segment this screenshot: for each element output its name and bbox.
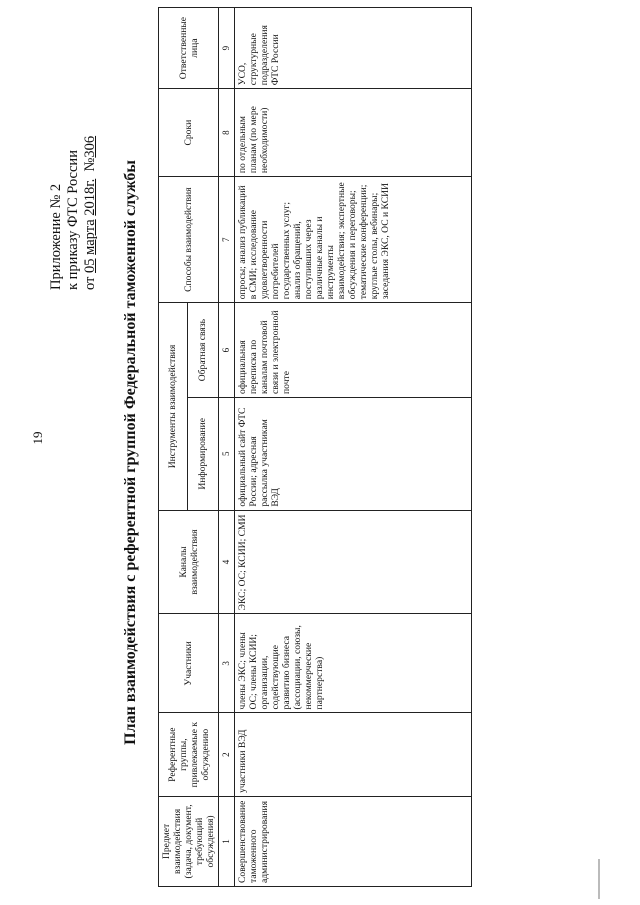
number-prefix: № [82, 157, 98, 172]
cell-tools-info: официальный сайт ФТС России; адресная рассылка участникам ВЭД [235, 397, 472, 510]
cell-tools-feedback: официальная переписка по каналам почтовой связи и электронной почте [235, 303, 472, 398]
date-prefix: от [82, 276, 98, 290]
col-number: 1 [219, 796, 235, 886]
header-groups: Референтные группы, привлекаемые к обсуждению [159, 713, 219, 796]
document-title: План взаимодействия с референтной группой Федеральной таможенной службы [122, 160, 139, 745]
annex-line2: к приказу ФТС России [65, 150, 81, 290]
header-tools: Инструменты взаимодействия [159, 303, 188, 510]
header-methods: Способы взаимодействия [159, 177, 219, 303]
table-row [235, 8, 472, 887]
col-number: 5 [219, 397, 235, 510]
date-year: 2018г. [82, 178, 98, 216]
col-number: 6 [219, 303, 235, 398]
cell-responsible: УСО, структурные подразделения ФТС России [235, 8, 472, 89]
col-number: 3 [219, 614, 235, 713]
header-tools-info: Информирование [187, 397, 218, 510]
header-row [159, 8, 188, 887]
interaction-plan-table [158, 7, 472, 887]
col-number: 2 [219, 713, 235, 796]
cell-subject: Совершенствование таможенного администрирования [235, 796, 472, 886]
col-number: 4 [219, 510, 235, 614]
header-subject: Предмет взаимодействия (задача, документ, требующий обсуждения) [159, 796, 219, 886]
date-day: 05 [82, 258, 98, 273]
header-channels: Каналы взаимодействия [159, 510, 219, 614]
header-participants: Участники [159, 614, 219, 713]
cell-terms: по отдельным планам (по мере необходимости) [235, 89, 472, 177]
cell-participants: члены ЭКС; члены ОС; члены КСИИ; организации, содействующие развитию бизнеса (ассоциации, союзы, некоммерческие партнерства) [235, 614, 472, 713]
header-terms: Сроки [159, 89, 219, 177]
column-number-row [219, 8, 235, 887]
cell-channels: ЭКС; ОС; КСИИ; СМИ [235, 510, 472, 614]
cell-methods: опросы; анализ публикаций в СМИ; исследование удовлетворенности потребителей государственных услуг; анализ обращений, поступивших через различные каналы и инструменты взаимодействия; экспертные обсуждения и переговоры; тематические конференции; круглые столы, вебинары; заседания ЭКС, ОС и КСИИ [235, 177, 472, 303]
annex-date-line [82, 30, 99, 290]
cell-groups: участники ВЭД [235, 713, 472, 796]
header-responsible: Ответственные лица [159, 8, 219, 89]
col-number: 7 [219, 177, 235, 303]
page-number: 19 [30, 431, 45, 445]
date-month: марта [82, 219, 98, 255]
annex-line1: Приложение № 2 [48, 183, 64, 290]
col-number: 9 [219, 8, 235, 89]
header-tools-feedback: Обратная связь [187, 303, 218, 398]
annex-block [48, 30, 99, 290]
scan-artifact [598, 859, 600, 899]
col-number: 8 [219, 89, 235, 177]
order-number: 306 [82, 135, 98, 158]
